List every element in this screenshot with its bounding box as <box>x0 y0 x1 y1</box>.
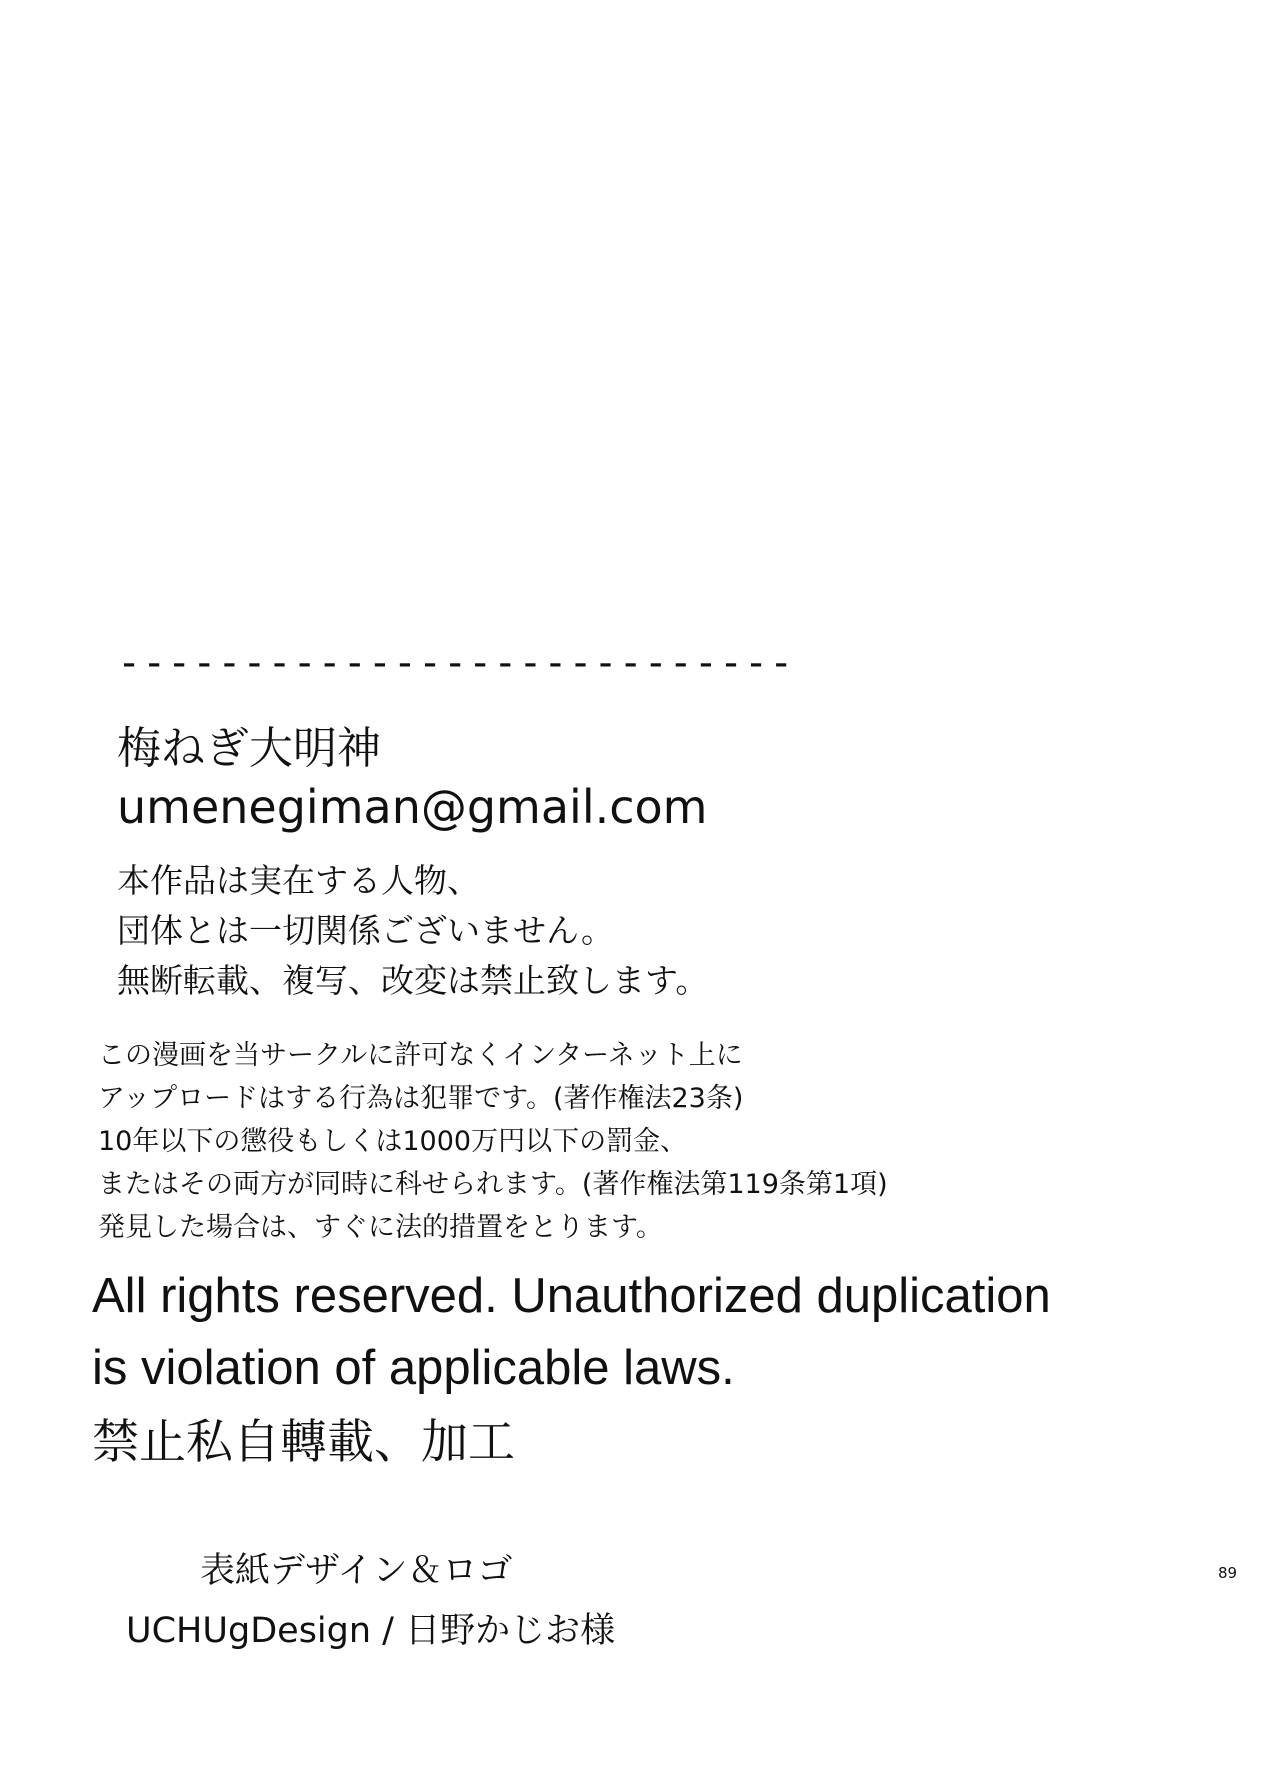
credits-name: UCHUgDesign / 日野かじお様 <box>126 1611 616 1651</box>
warning-line: 10年以下の懲役もしくは1000万円以下の罰金、 <box>98 1126 688 1157</box>
disclaimer-line: 団体とは一切関係ございません。 <box>117 911 614 950</box>
chinese-notice: 禁止私自轉載、加工 <box>92 1415 515 1470</box>
warning-line: またはその両方が同時に科せられます。(著作権法第119条第1項) <box>98 1169 888 1200</box>
circle-name: 梅ねぎ大明神 <box>117 723 381 774</box>
disclaimer-line: 無断転載、複写、改変は禁止致します。 <box>117 961 709 1000</box>
disclaimer-line: 本作品は実在する人物、 <box>117 861 480 900</box>
warning-line: 発見した場合は、すぐに法的措置をとります。 <box>98 1212 663 1243</box>
divider-line: --------------------------- <box>117 640 795 686</box>
credits-title: 表紙デザイン＆ロゴ <box>200 1551 513 1591</box>
contact-email: umenegiman@gmail.com <box>117 780 708 834</box>
warning-line: アップロードはする行為は犯罪です。(著作権法23条) <box>98 1083 744 1114</box>
english-notice-line: All rights reserved. Unauthorized duplication <box>92 1269 1051 1323</box>
english-notice-line: is violation of applicable laws. <box>92 1341 735 1395</box>
page-number: 89 <box>1218 1564 1238 1582</box>
warning-line: この漫画を当サークルに許可なくインターネット上に <box>98 1040 743 1071</box>
